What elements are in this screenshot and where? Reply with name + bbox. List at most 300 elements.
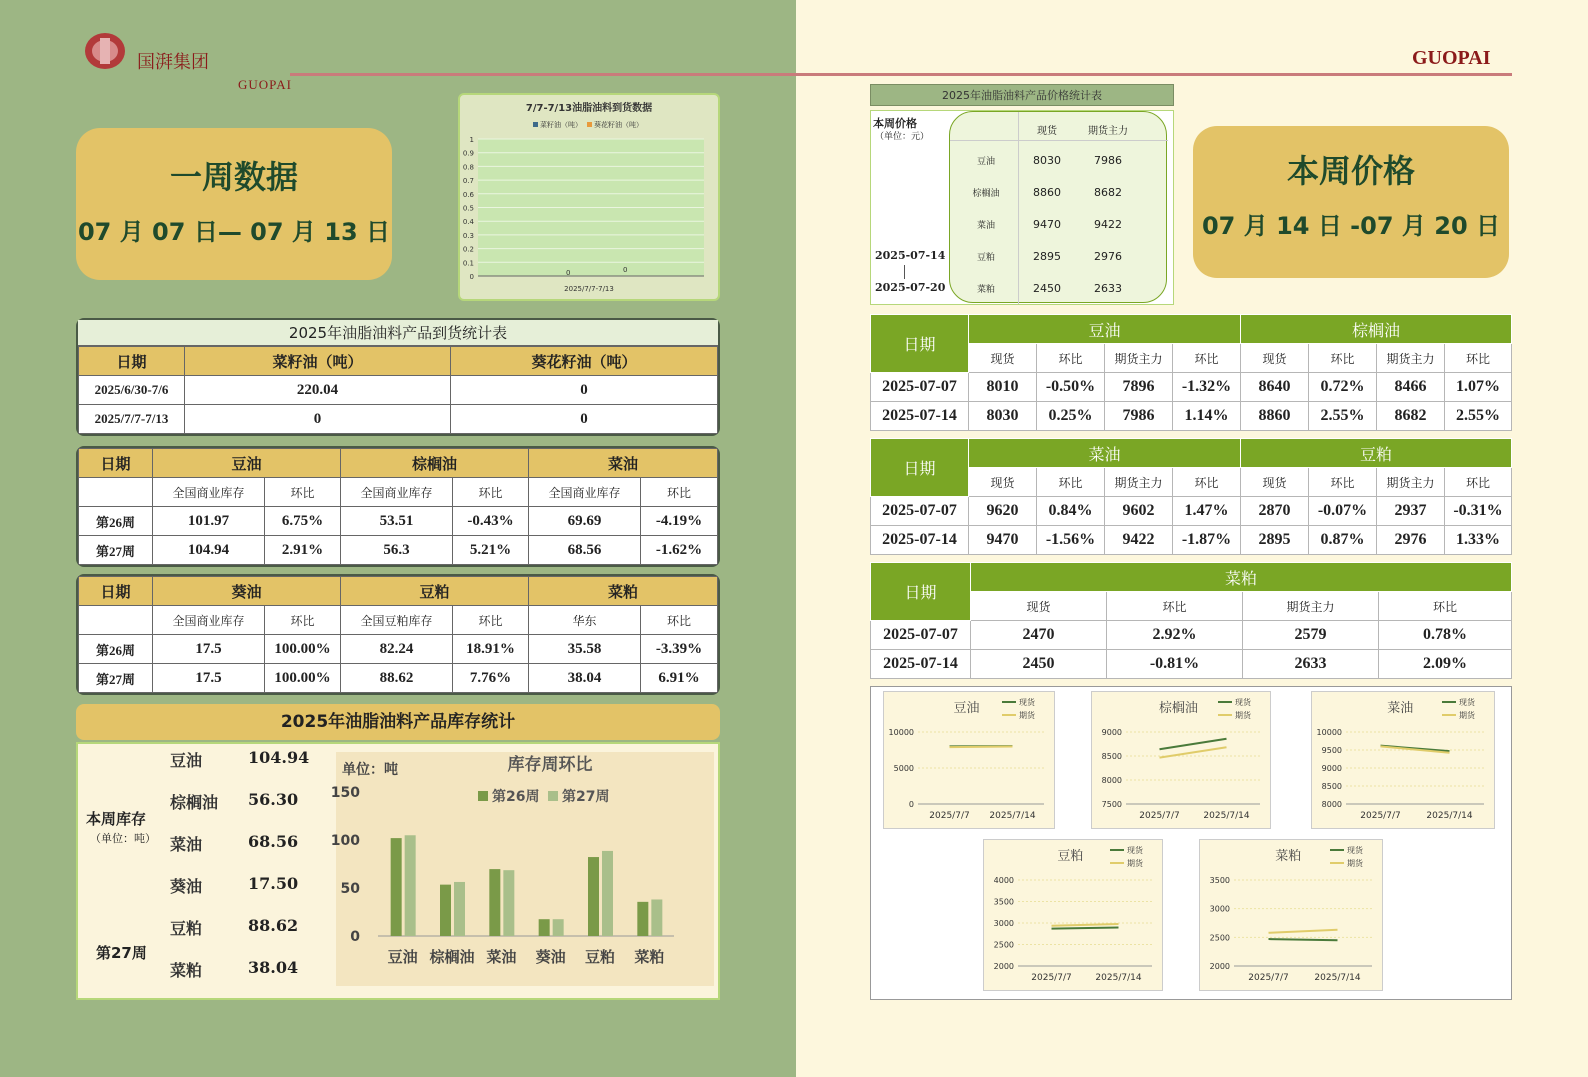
price-week-box	[1193, 126, 1509, 278]
price-stat-label: 本周价格	[873, 117, 917, 130]
price-line-chart-svg	[1200, 840, 1384, 992]
bar-week26	[539, 919, 550, 936]
table-cell: 9422	[1105, 526, 1173, 555]
price-stat-inner	[949, 111, 1167, 303]
y-tick-label: 8000	[1321, 800, 1342, 809]
table-cell: -1.62%	[641, 536, 718, 565]
x-tick-label: 菜粕	[634, 948, 665, 966]
bar-week26	[440, 885, 451, 936]
y-tick-label: 0.4	[462, 218, 474, 227]
sub-header: 环比	[1037, 468, 1105, 497]
table-cell: 6.75%	[265, 507, 341, 536]
table-cell: 7896	[1105, 373, 1173, 402]
sub-header: 全国豆粕库存	[341, 606, 453, 635]
table-cell: 1.07%	[1445, 373, 1512, 402]
chart-title: 豆粕	[1057, 849, 1084, 864]
chart-title: 菜油	[1387, 701, 1414, 716]
sub-header: 环比	[1173, 468, 1241, 497]
arrival-chart-title: 7/7-7/13油脂油料到货数据	[525, 103, 653, 114]
table-cell: 2.91%	[265, 536, 341, 565]
arrival-data-label-0: 0	[566, 269, 571, 277]
price-stat-table	[870, 110, 1174, 305]
price-stat-cell: 2450	[1033, 282, 1061, 295]
price-col-spot: 现货	[1037, 126, 1057, 137]
table-cell: 1.47%	[1173, 497, 1241, 526]
table-cell: 7986	[1105, 402, 1173, 431]
legend-label-week26: 第26周	[492, 789, 540, 805]
price-col-futures: 期货主力	[1088, 126, 1128, 137]
header-group: 棕榈油	[1241, 315, 1512, 344]
table-cell: -0.07%	[1309, 497, 1377, 526]
brand-name: 国湃集团	[137, 52, 209, 73]
price-stat-cell: 9470	[1033, 218, 1061, 231]
y-tick-label: 0	[350, 929, 360, 945]
chart-title: 菜粕	[1275, 849, 1302, 864]
week-data-box	[76, 128, 392, 280]
brand-right: GUOPAI	[1412, 47, 1491, 69]
table-cell: 2937	[1377, 497, 1445, 526]
sub-header: 全国商业库存	[153, 606, 265, 635]
y-tick-label: 2500	[1209, 933, 1230, 943]
series-line-futures	[1269, 930, 1338, 933]
legend-label: 现货	[1127, 846, 1143, 855]
inventory-item-name: 棕榈油	[170, 793, 219, 812]
header-group: 葵油	[153, 577, 341, 606]
y-tick-label: 0.2	[462, 245, 474, 254]
table-cell: 69.69	[529, 507, 641, 536]
header-group: 菜粕	[529, 577, 718, 606]
price-stat-date-from: 2025-07-14	[875, 249, 946, 262]
x-tick-label: 2025/7/14	[1426, 811, 1473, 821]
table-cell: 2025-07-07	[871, 497, 969, 526]
table-cell	[79, 606, 153, 635]
price-stat-cell: 9422	[1094, 218, 1122, 231]
table-cell: 56.3	[341, 536, 453, 565]
sub-header: 现货	[971, 592, 1107, 621]
arrival-table-caption: 2025年油脂油料产品到货统计表	[78, 320, 718, 346]
price-line-chart	[1311, 691, 1495, 829]
table-cell: -0.43%	[453, 507, 529, 536]
y-tick-label: 7500	[1101, 800, 1122, 809]
x-tick-label: 菜油	[486, 948, 517, 966]
table-cell: 第27周	[79, 664, 153, 693]
header-date: 日期	[871, 563, 971, 621]
y-tick-label: 9000	[1101, 728, 1122, 737]
y-tick-label: 3500	[993, 897, 1014, 907]
header-rule	[290, 73, 1512, 76]
inventory-item-value: 17.50	[248, 874, 299, 893]
table-cell: 0	[451, 405, 718, 434]
table-cell: 2025-07-07	[871, 373, 969, 402]
price-stat-cell: 2895	[1033, 250, 1061, 263]
table-cell: 第26周	[79, 635, 153, 664]
table-cell: 101.97	[153, 507, 265, 536]
legend-swatch-1	[587, 122, 592, 127]
arrival-table	[76, 318, 720, 436]
y-tick-label: 0.6	[462, 190, 474, 199]
table-cell: 8010	[969, 373, 1037, 402]
table-cell: 2.55%	[1309, 402, 1377, 431]
inventory-item-value: 104.94	[248, 748, 310, 767]
price-line-chart	[883, 691, 1055, 829]
sub-header: 环比	[1037, 344, 1105, 373]
inventory-side-unit: （单位：吨）	[90, 832, 156, 845]
table-cell: 1.14%	[1173, 402, 1241, 431]
inventory-item-name: 菜油	[170, 835, 203, 854]
bar-week27	[454, 882, 465, 936]
table-cell: 68.56	[529, 536, 641, 565]
price-stat-unit: （单位：元）	[875, 132, 930, 142]
sub-header: 期货主力	[1105, 468, 1173, 497]
sub-header: 现货	[969, 344, 1037, 373]
sub-header: 环比	[1173, 344, 1241, 373]
bar-week27	[553, 919, 564, 936]
table-cell: 0.25%	[1037, 402, 1105, 431]
y-tick-label: 1	[469, 136, 474, 144]
price-stat-cell: 豆粕	[976, 253, 995, 263]
legend-label: 期货	[1127, 859, 1143, 868]
brand-subtitle: GUOPAI	[238, 77, 292, 92]
y-tick-label: 4000	[993, 876, 1014, 885]
price-stat-cell: 7986	[1094, 154, 1122, 167]
header-date: 日期	[871, 439, 969, 497]
header-group: 菜油	[529, 449, 718, 478]
legend-label: 期货	[1347, 859, 1363, 868]
table-cell: 2025-07-14	[871, 650, 971, 679]
table-cell: 7.76%	[453, 664, 529, 693]
price-stat-cell: 2976	[1094, 250, 1122, 263]
table-cell: 220.04	[185, 376, 451, 405]
chart-title: 豆油	[953, 701, 980, 716]
inventory-chart-unit: 单位：吨	[342, 762, 398, 778]
header-group: 豆油	[969, 315, 1241, 344]
arrival-chart	[458, 93, 720, 301]
sub-header: 期货主力	[1105, 344, 1173, 373]
y-tick-label: 10000	[888, 728, 914, 737]
table-cell: 0.78%	[1379, 621, 1512, 650]
table-cell: -1.87%	[1173, 526, 1241, 555]
legend-label: 现货	[1347, 846, 1363, 855]
table-cell: 第26周	[79, 507, 153, 536]
week-range: 07 月 07 日— 07 月 13 日	[77, 218, 391, 246]
bar-week27	[503, 870, 514, 936]
table-cell: 8860	[1241, 402, 1309, 431]
x-tick-label: 2025/7/7	[1248, 973, 1289, 983]
sub-header: 环比	[641, 606, 718, 635]
price-stat-cell: 菜油	[976, 221, 995, 231]
price-line-chart-svg	[1312, 692, 1496, 830]
x-tick-label: 豆粕	[584, 948, 616, 966]
x-tick-label: 棕榈油	[429, 948, 475, 966]
sub-header: 期货主力	[1243, 592, 1379, 621]
sub-header: 环比	[1445, 344, 1512, 373]
price-table-1	[870, 314, 1512, 431]
table-cell: 2870	[1241, 497, 1309, 526]
x-tick-label: 葵油	[535, 948, 566, 966]
sub-header: 环比	[453, 478, 529, 507]
header-date: 日期	[79, 347, 185, 376]
bar-week26	[391, 838, 402, 936]
inventory-side-label: 本周库存	[86, 810, 147, 828]
sub-header: 环比	[1309, 468, 1377, 497]
table-cell: -4.19%	[641, 507, 718, 536]
table-cell: -1.56%	[1037, 526, 1105, 555]
table-cell: 2976	[1377, 526, 1445, 555]
price-line-chart	[1091, 691, 1271, 829]
inventory-chart-svg	[330, 752, 714, 986]
inventory-item-value: 88.62	[248, 916, 299, 935]
inventory-item-name: 豆油	[170, 751, 203, 770]
y-tick-label: 100	[330, 833, 360, 849]
sub-header: 环比	[265, 606, 341, 635]
x-tick-label: 2025/7/7	[1360, 811, 1401, 821]
chart-title: 棕榈油	[1158, 701, 1198, 716]
legend-swatch-0	[533, 122, 538, 127]
y-tick-label: 3000	[1209, 904, 1230, 914]
table-cell: 35.58	[529, 635, 641, 664]
price-charts-panel	[870, 686, 1512, 1000]
table-cell: 6.91%	[641, 664, 718, 693]
table-cell: 2025-07-14	[871, 526, 969, 555]
sub-header: 现货	[1241, 468, 1309, 497]
legend-swatch-week26	[478, 791, 488, 801]
bar-week27	[651, 899, 662, 936]
table-cell: 104.94	[153, 536, 265, 565]
sub-header: 华东	[529, 606, 641, 635]
sub-header: 环比	[1107, 592, 1243, 621]
y-tick-label: 10000	[1316, 728, 1342, 737]
stock-table-a	[76, 446, 720, 567]
series-line-spot	[1269, 939, 1338, 940]
table-cell: 0	[451, 376, 718, 405]
y-tick-label: 0.5	[462, 204, 474, 213]
legend-label: 现货	[1459, 698, 1475, 707]
table-cell: 8682	[1377, 402, 1445, 431]
price-table-2	[870, 438, 1512, 555]
price-stat-cell: 8030	[1033, 154, 1061, 167]
table-cell: 0.84%	[1037, 497, 1105, 526]
y-tick-label: 150	[330, 785, 360, 801]
y-tick-label: 8500	[1321, 782, 1342, 791]
table-cell: 53.51	[341, 507, 453, 536]
price-stat-cell: 8860	[1033, 186, 1061, 199]
price-range: 07 月 14 日 -07 月 20 日	[1201, 212, 1501, 240]
series-line-futures	[950, 747, 1013, 748]
inventory-item-value: 56.30	[248, 790, 299, 809]
price-stat-cell: 菜粕	[976, 285, 995, 295]
y-tick-label: 0.8	[462, 163, 474, 172]
y-tick-label: 8500	[1101, 752, 1122, 761]
y-tick-label: 2000	[993, 962, 1014, 971]
bar-week26	[637, 902, 648, 936]
x-tick-label: 2025/7/7	[1031, 973, 1072, 983]
header-group: 菜油	[969, 439, 1241, 468]
inventory-item-name: 菜粕	[170, 961, 203, 980]
table-cell: 17.5	[153, 635, 265, 664]
price-stat-caption: 2025年油脂油料产品价格统计表	[870, 84, 1174, 106]
legend-label: 期货	[1235, 711, 1251, 720]
header-group: 豆油	[153, 449, 341, 478]
price-stat-cell: 棕榈油	[972, 189, 1000, 199]
table-cell: 18.91%	[453, 635, 529, 664]
date-connector	[904, 265, 905, 279]
table-cell: 9620	[969, 497, 1037, 526]
series-line-futures	[1052, 924, 1119, 926]
legend-label-week27: 第27周	[562, 789, 610, 805]
y-tick-label: 8000	[1101, 776, 1122, 785]
series-line-spot	[1052, 928, 1119, 929]
table-cell: 2025/7/7-7/13	[79, 405, 185, 434]
table-cell: 2025/6/30-7/6	[79, 376, 185, 405]
y-tick-label: 3000	[993, 919, 1014, 928]
y-tick-label: 0	[908, 800, 914, 809]
legend-label-1: 葵花籽油（吨）	[594, 121, 643, 129]
price-line-chart-svg	[1092, 692, 1272, 830]
price-title: 本周价格	[1286, 152, 1415, 190]
legend-label-0: 菜籽油（吨）	[540, 121, 582, 129]
week-title: 一周数据	[169, 158, 298, 196]
bar-week26	[489, 869, 500, 936]
table-cell: 8640	[1241, 373, 1309, 402]
price-table-3	[870, 562, 1512, 679]
sub-header: 环比	[1309, 344, 1377, 373]
price-line-chart-svg	[884, 692, 1056, 830]
inventory-week-label: 第27周	[96, 944, 147, 962]
sub-header: 全国商业库存	[341, 478, 453, 507]
inventory-item-value: 38.04	[248, 958, 299, 977]
table-cell: 2025-07-07	[871, 621, 971, 650]
table-cell: -1.32%	[1173, 373, 1241, 402]
table-cell: 17.5	[153, 664, 265, 693]
price-stat-cell: 2633	[1094, 282, 1122, 295]
x-tick-label: 2025/7/7	[929, 811, 970, 821]
table-cell: 第27周	[79, 536, 153, 565]
header-date: 日期	[871, 315, 969, 373]
table-cell: -0.81%	[1107, 650, 1243, 679]
bar-week27	[405, 835, 416, 936]
sub-header: 现货	[1241, 344, 1309, 373]
y-tick-label: 9000	[1321, 764, 1342, 773]
x-tick-label: 2025/7/7	[1139, 811, 1180, 821]
inventory-chart-title: 库存周环比	[507, 755, 593, 775]
arrival-chart-svg	[460, 95, 718, 299]
x-tick-label: 2025/7/14	[1095, 973, 1142, 983]
bar-week26	[588, 857, 599, 936]
table-cell: 5.21%	[453, 536, 529, 565]
y-tick-label: 3500	[1209, 876, 1230, 885]
y-tick-label: 9500	[1321, 746, 1342, 755]
header-group: 棕榈油	[341, 449, 529, 478]
y-tick-label: 50	[340, 881, 360, 897]
table-cell: 88.62	[341, 664, 453, 693]
y-tick-label: 2500	[993, 940, 1014, 950]
table-cell: 2450	[971, 650, 1107, 679]
x-tick-label: 豆油	[387, 948, 418, 966]
legend-label: 期货	[1459, 711, 1475, 720]
header-date: 日期	[79, 577, 153, 606]
table-cell	[79, 478, 153, 507]
arrival-x-label: 2025/7/7-7/13	[564, 285, 614, 293]
y-tick-label: 0.3	[462, 231, 474, 240]
inventory-chart	[330, 752, 714, 986]
table-cell: 2895	[1241, 526, 1309, 555]
table-cell: -0.50%	[1037, 373, 1105, 402]
sub-header: 全国商业库存	[153, 478, 265, 507]
header-date: 日期	[79, 449, 153, 478]
header-group: 豆粕	[1241, 439, 1512, 468]
table-cell: 8466	[1377, 373, 1445, 402]
table-cell: 9470	[969, 526, 1037, 555]
sub-header: 环比	[453, 606, 529, 635]
table-cell: 9602	[1105, 497, 1173, 526]
x-tick-label: 2025/7/14	[1203, 811, 1250, 821]
table-cell: 2.55%	[1445, 402, 1512, 431]
table-cell: 0.72%	[1309, 373, 1377, 402]
y-tick-label: 2000	[1209, 962, 1230, 971]
y-tick-label: 0	[469, 273, 474, 281]
y-tick-label: 0.1	[462, 259, 474, 268]
sub-header: 环比	[265, 478, 341, 507]
price-line-chart-svg	[984, 840, 1164, 992]
table-cell: 0	[185, 405, 451, 434]
arrival-data-label-1: 0	[623, 266, 628, 274]
sub-header: 环比	[1379, 592, 1512, 621]
legend-label: 现货	[1019, 698, 1035, 707]
header-rapeseed-oil: 菜籽油（吨）	[185, 347, 451, 376]
price-stat-cell: 豆油	[976, 157, 995, 167]
table-cell: 2.09%	[1379, 650, 1512, 679]
x-tick-label: 2025/7/14	[1314, 973, 1361, 983]
sub-header: 全国商业库存	[529, 478, 641, 507]
sub-header: 期货主力	[1377, 344, 1445, 373]
table-cell: -0.31%	[1445, 497, 1512, 526]
table-cell: 100.00%	[265, 635, 341, 664]
price-stat-cell: 8682	[1094, 186, 1122, 199]
legend-label: 期货	[1019, 711, 1035, 720]
price-stat-date-to: 2025-07-20	[875, 281, 946, 294]
header-sunflower-oil: 葵花籽油（吨）	[451, 347, 718, 376]
sub-header: 现货	[969, 468, 1037, 497]
table-cell: 0.87%	[1309, 526, 1377, 555]
legend-label: 现货	[1235, 698, 1251, 707]
table-cell: 2470	[971, 621, 1107, 650]
sub-header: 环比	[641, 478, 718, 507]
sub-header: 环比	[1445, 468, 1512, 497]
sub-header: 期货主力	[1377, 468, 1445, 497]
y-tick-label: 0.9	[462, 149, 474, 158]
inventory-item-value: 68.56	[248, 832, 299, 851]
bar-week27	[602, 851, 613, 936]
guopai-logo-icon	[84, 30, 126, 72]
table-cell: -3.39%	[641, 635, 718, 664]
series-line-spot	[1160, 739, 1227, 750]
stock-table-b	[76, 574, 720, 695]
table-cell: 2633	[1243, 650, 1379, 679]
header-group: 豆粕	[341, 577, 529, 606]
table-cell: 82.24	[341, 635, 453, 664]
table-cell: 1.33%	[1445, 526, 1512, 555]
series-line-futures	[1160, 747, 1227, 757]
header-group: 菜粕	[971, 563, 1512, 592]
inventory-item-name: 豆粕	[170, 919, 203, 938]
table-cell: 2025-07-14	[871, 402, 969, 431]
table-cell: 2579	[1243, 621, 1379, 650]
legend-swatch-week27	[548, 791, 558, 801]
table-cell: 2.92%	[1107, 621, 1243, 650]
inventory-item-name: 葵油	[170, 877, 203, 896]
inventory-title: 2025年油脂油料产品库存统计	[76, 704, 720, 740]
price-line-chart	[983, 839, 1163, 991]
